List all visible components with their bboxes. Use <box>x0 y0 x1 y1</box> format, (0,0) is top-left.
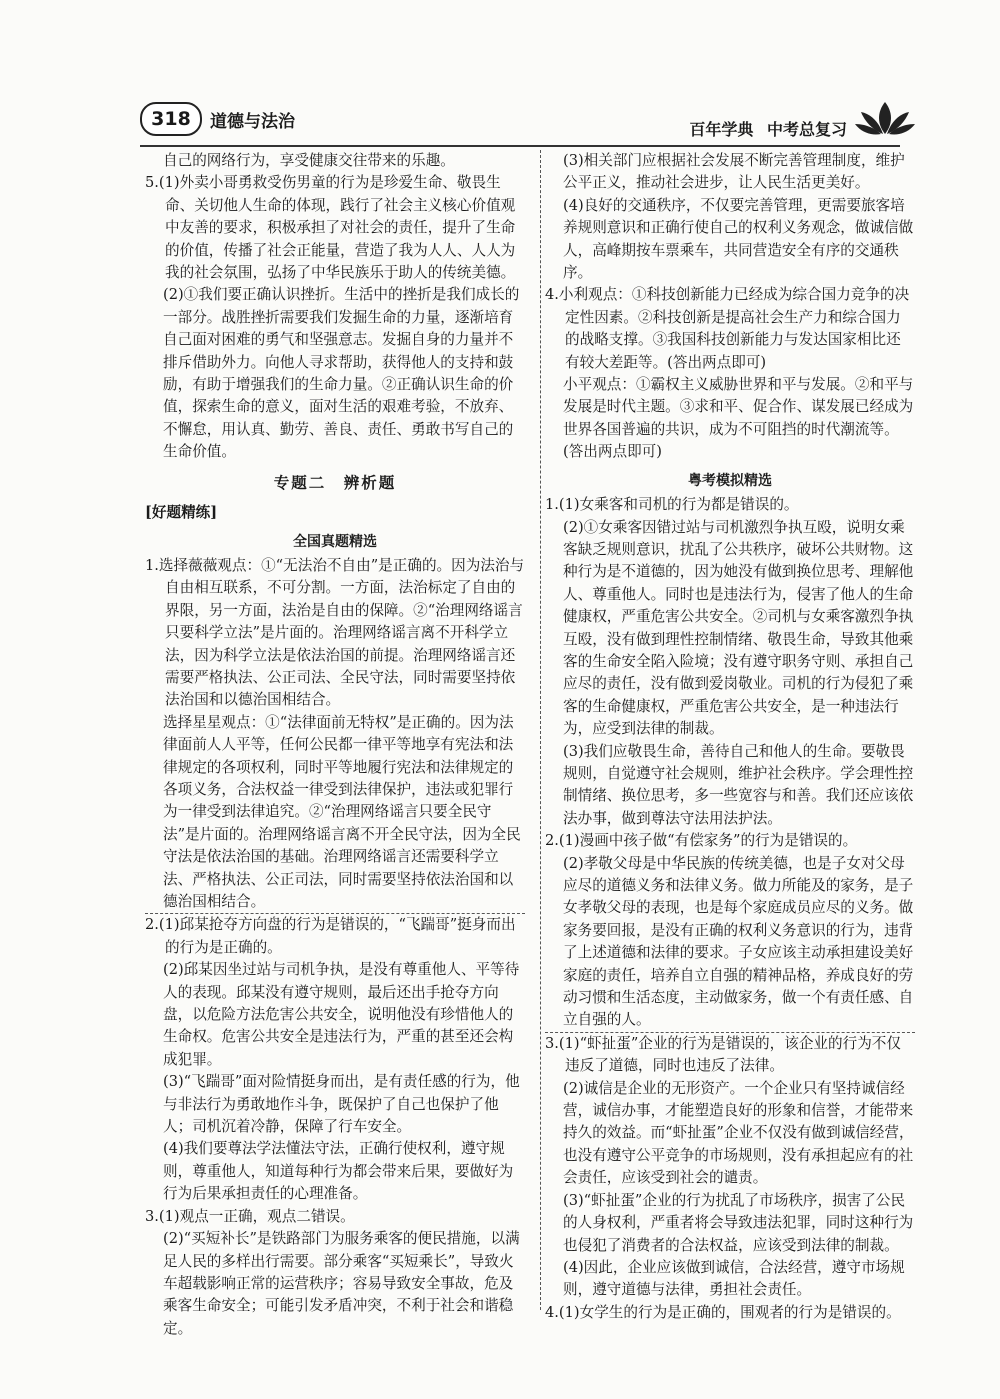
column-divider <box>540 150 541 1310</box>
answer-paragraph: 3.(1)“虾扯蛋”企业的行为是错误的，该企业的行为不仅违反了道德，同时也违反了法律。 <box>545 1034 901 1075</box>
answer-paragraph: 1.(1)女乘客和司机的行为都是错误的。 <box>545 496 799 514</box>
answer-paragraph: 2.(1)邱某抢夺方向盘的行为是错误的，“飞踹哥”挺身而出的行为是正确的。 <box>145 916 516 956</box>
section-label: [好题精练] <box>145 504 218 522</box>
answer-paragraph: (3)“虾扯蛋”企业的行为扰乱了市场秩序，损害了公民的人身权利，严重者将会导致违法犯罪，同时这种行为也侵犯了消费者的合法权益，应该受到法律的制裁。 <box>563 1191 914 1254</box>
answer-paragraph: 5.(1)外卖小哥勇救受伤男童的行为是珍爱生命、敬畏生命、关切他人生命的体现，践行了社会主义核心价值观中友善的要求，积极承担了对社会的责任，提升了生命的价值，传播了社会正能量，营造了我为人人、人人为我的社会氛围，弘扬了中华民族乐于助人的传统美德。 <box>145 174 516 282</box>
right-column <box>545 150 915 1324</box>
answer-paragraph: (4)良好的交通秩序，不仅要完善管理，更需要旅客培养规则意识和正确行使自己的权利义务观念，做诚信做人，高峰期按车票乘车，共同营造安全有序的交通秩序。 <box>563 196 914 282</box>
answer-paragraph: (2)诚信是企业的无形资产。一个企业只有坚持诚信经营，诚信办事，才能塑造良好的形象和信誉，才能带来持久的效益。而“虾扯蛋”企业不仅没有做到诚信经营，也没有遵守公平竞争的市场规则，没有承担起应有的社会责任，应该受到社会的谴责。 <box>563 1079 914 1187</box>
answer-paragraph: (2)①女乘客因错过站与司机激烈争执互殴，说明女乘客缺乏规则意识，扰乱了公共秩序，破坏公共财物。这种行为是不道德的，因为她没有做到换位思考、理解他人、尊重他人。同时也是违法行为，侵害了他人的生命健康权，严重危害公共安全。②司机与女乘客激烈争执互殴，没有做到理性控制情绪、敬畏生命，导致其他乘客的生命安全陷入险境；没有遵守职务守则、承担自己应尽的责任，没有做到爱岗敬业。司机的行为侵犯了乘客的生命健康权，严重危害公共安全，是一种违法行为，应受到法律的制裁。 <box>563 518 914 738</box>
answer-paragraph: (2)“买短补长”是铁路部门为服务乘客的便民措施，以满足人民的多样出行需要。部分乘客“买短乘长”，导致火车超载影响正常的运营秩序；容易导致安全事故，危及乘客生命安全；可能引发矛盾冲突，不利于社会和谐稳定。 <box>163 1230 520 1337</box>
answer-paragraph: (3)相关部门应根据社会发展不断完善管理制度，维护公平正义，推动社会进步，让人民生活更美好。 <box>563 152 905 192</box>
answer-paragraph: 2.(1)漫画中孩子做“有偿家务”的行为是错误的。 <box>545 832 858 850</box>
lotus-logo-icon <box>855 98 915 138</box>
answer-paragraph: 自己的网络行为，享受健康交往带来的乐趣。 <box>163 152 455 169</box>
left-column <box>145 150 525 1340</box>
subject-title: 道德与法治 <box>210 112 295 132</box>
answer-paragraph: 4.(1)女学生的行为是正确的，围观者的行为是错误的。 <box>545 1303 901 1321</box>
answer-paragraph: 3.(1)观点一正确，观点二错误。 <box>145 1207 355 1225</box>
answer-paragraph: (2)①我们要正确认识挫折。生活中的挫折是我们成长的一部分。战胜挫折需要我们发掘生命的力量，逐渐培育自己面对困难的勇气和坚强意志。发掘自身的力量并不排斥借助外力。向他人寻求帮助，获得他人的支持和鼓励，有助于增强我们的生命力量。②正确认识生命的价值，探索生命的意义，面对生活的艰难考验，不放弃、不懈怠，用认真、勤劳、善良、责任、勇敢书写自己的生命价值。 <box>163 286 520 461</box>
answer-paragraph: (2)邱某因坐过站与司机争执，是没有尊重他人、平等待人的表现。邱某没有遵守规则，最后还出手抢夺方向盘，以危险方法危害公共安全，说明他没有珍惜他人的生命权。危害公共安全是违法行为，严重的甚至还会构成犯罪。 <box>163 961 520 1068</box>
answer-paragraph: (4)我们要尊法学法懂法守法，正确行使权利，遵守规则，尊重他人，知道每种行为都会带来后果，要做好为行为后果承担责任的心理准备。 <box>163 1140 514 1203</box>
series-title: 百年学典 中考总复习 <box>689 120 847 139</box>
answer-paragraph: (4)因此，企业应该做到诚信，合法经营，遵守市场规则，遵守道德与法律，勇担社会责任。 <box>563 1258 905 1299</box>
answer-paragraph: 1.选择薇薇观点：①“无法治不自由”是正确的。因为法治与自由相互联系，不可分割。一方面，法治标定了自由的界限，另一方面，法治是自由的保障。②“治理网络谣言只要科学立法”是片面的。治理网络谣言离不开科学立法，因为科学立法是依法治国的前提。治理网络谣言还需要严格执法、公正司法、全民守法，同时需要坚持依法治国和以德治国相结合。 <box>145 556 525 709</box>
header-rule <box>140 145 900 147</box>
page-number: 318 <box>140 102 202 136</box>
page-header <box>140 98 915 142</box>
section-heading: 专题二 辨析题 <box>273 472 397 492</box>
answer-paragraph: 4.小利观点：①科技创新能力已经成为综合国力竞争的决定性因素。②科技创新是提高社会生产力和综合国力的战略支撑。③我国科技创新能力与发达国家相比还有较大差距等。(答出两点即可) <box>545 286 910 371</box>
section-heading: 粤考模拟精选 <box>688 472 772 489</box>
section-heading: 全国真题精选 <box>293 533 377 550</box>
answer-paragraph: 小平观点：①霸权主义威胁世界和平与发展。②和平与发展是时代主题。③求和平、促合作、谋发展已经成为世界各国普遍的共识，成为不可阻挡的时代潮流等。(答出两点即可) <box>563 376 914 461</box>
answer-paragraph: (3)“飞踹哥”面对险情挺身而出，是有责任感的行为，他与非法行为勇敢地作斗争，既保护了自己也保护了他人；司机沉着冷静，保障了行车安全。 <box>163 1073 520 1136</box>
answer-paragraph: (2)孝敬父母是中华民族的传统美德，也是子女对父母应尽的道德义务和法律义务。做力所能及的家务，是子女孝敬父母的表现，也是每个家庭成员应尽的义务。做家务要回报，是没有正确的权利义务意识的行为，违背了上述道德和法律的要求。子女应该主动承担建设美好家庭的责任，培养自立自强的精神品格，养成良好的劳动习惯和生活态度，主动做家务，做一个有责任感、自立自强的人。 <box>563 854 914 1029</box>
answer-paragraph: 选择星星观点：①“法律面前无特权”是正确的。因为法律面前人人平等，任何公民都一律平等地享有宪法和法律规定的各项权利，同时平等地履行宪法和法律规定的各项义务，合法权益一律受到法律保护，违法或犯罪行为一律受到法律追究。②“治理网络谣言只要全民守法”是片面的。治理网络谣言离不开全民守法，因为全民守法是依法治国的基础。治理网络谣言还需要科学立法、严格执法、公正司法，同时需要坚持依法治国和以德治国相结合。 <box>163 713 521 910</box>
answer-paragraph: (3)我们应敬畏生命，善待自己和他人的生命。要敬畏规则，自觉遵守社会规则，维护社会秩序。学会理性控制情绪、换位思考，多一些宽容与和善。我们还应该依法办事，做到尊法守法用法护法。 <box>563 742 914 827</box>
